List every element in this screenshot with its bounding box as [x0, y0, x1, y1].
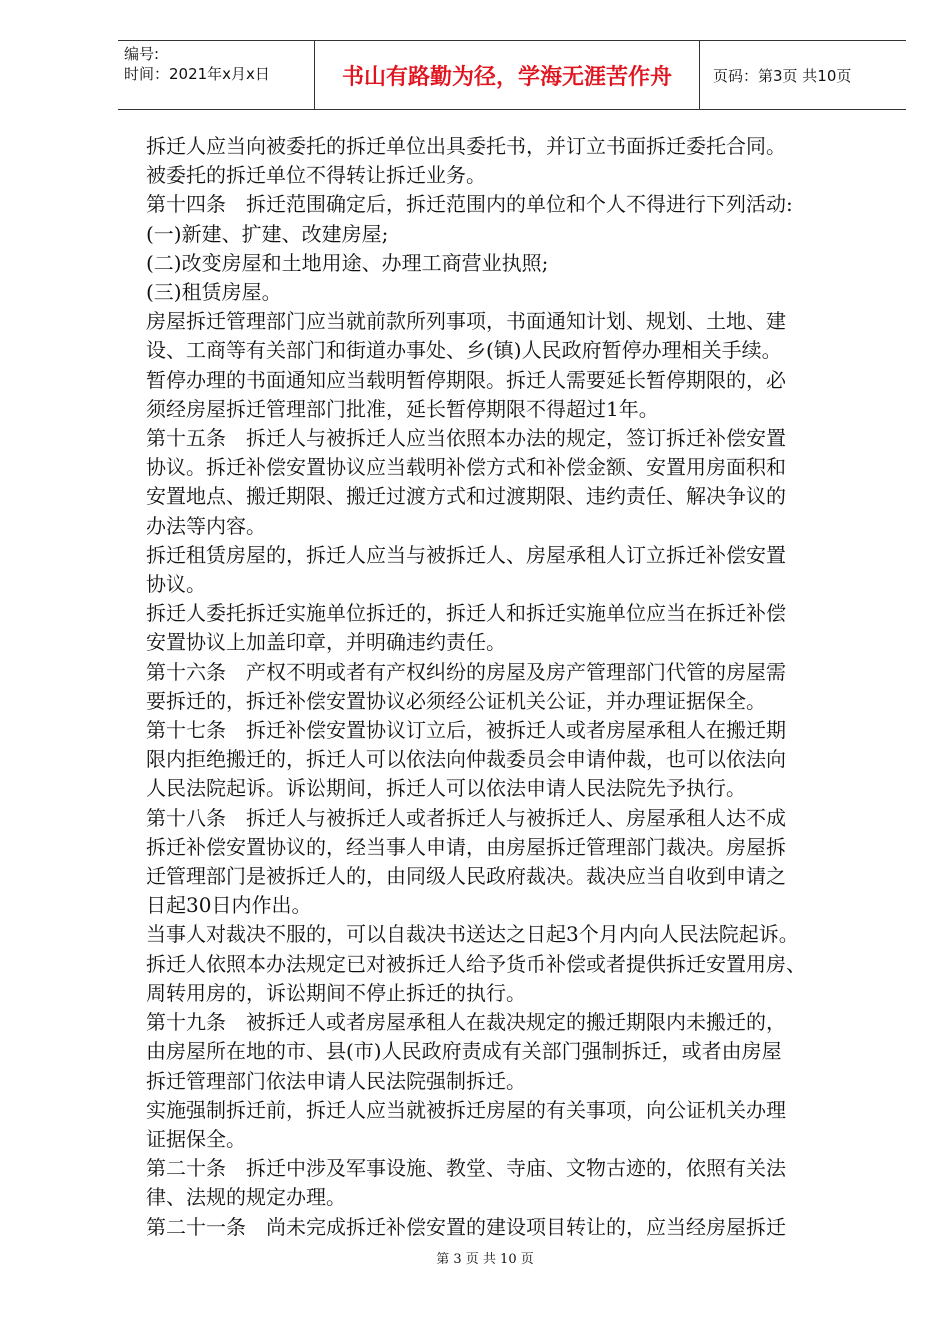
text-line: 拆迁补偿安置协议的，经当事人申请，由房屋拆迁管理部门裁决。房屋拆 [146, 834, 786, 859]
text-line: 限内拒绝搬迁的，拆迁人可以依法向仲裁委员会申请仲裁，也可以依法向 [146, 747, 786, 772]
text-line: 拆迁人应当向被委托的拆迁单位出具委托书，并订立书面拆迁委托合同。 [146, 134, 786, 158]
page-footer: 第 3 页 共 10 页 [436, 1252, 534, 1267]
text-line: 第十八条 拆迁人与被拆迁人或者拆迁人与被拆迁人、房屋承租人达不成 [146, 805, 786, 830]
header-motto: 书山有路勤为径，学海无涯苦作舟 [314, 41, 700, 109]
text-line: 拆迁管理部门依法申请人民法院强制拆迁。 [146, 1068, 526, 1093]
page-header [118, 40, 906, 110]
text-line: (一)新建、扩建、改建房屋; [146, 221, 389, 246]
text-line: 实施强制拆迁前，拆迁人应当就被拆迁房屋的有关事项，向公证机关办理 [146, 1097, 786, 1122]
text-line: 律、法规的规定办理。 [146, 1185, 346, 1210]
header-page-info: 页码：第3页 共10页 [713, 66, 852, 85]
text-line: 证据保全。 [146, 1126, 246, 1151]
text-line: 第十五条 拆迁人与被拆迁人应当依照本办法的规定，签订拆迁补偿安置 [146, 426, 786, 451]
text-line: 由房屋所在地的市、县(市)人民政府责成有关部门强制拆迁，或者由房屋 [146, 1039, 782, 1064]
text-line: 当事人对裁决不服的，可以自裁决书送达之日起3个月内向人民法院起诉。 [146, 922, 799, 947]
text-line: 房屋拆迁管理部门应当就前款所列事项，书面通知计划、规划、土地、建 [146, 309, 786, 334]
text-line: 拆迁人委托拆迁实施单位拆迁的，拆迁人和拆迁实施单位应当在拆迁补偿 [146, 601, 786, 626]
text-line: 拆迁租赁房屋的，拆迁人应当与被拆迁人、房屋承租人订立拆迁补偿安置 [146, 542, 786, 567]
text-line: 被委托的拆迁单位不得转让拆迁业务。 [146, 163, 486, 188]
text-line: 须经房屋拆迁管理部门批准，延长暂停期限不得超过1年。 [146, 396, 659, 421]
number-label: 编号: [124, 45, 160, 63]
text-line: 要拆迁的，拆迁补偿安置协议必须经公证机关公证，并办理证据保全。 [146, 688, 766, 713]
text-line: 暂停办理的书面通知应当载明暂停期限。拆迁人需要延长暂停期限的，必 [146, 367, 786, 392]
header-meta [118, 41, 314, 109]
text-line: 周转用房的，诉讼期间不停止拆迁的执行。 [146, 980, 526, 1005]
text-line: 协议。拆迁补偿安置协议应当载明补偿方式和补偿金额、安置用房面积和 [146, 455, 786, 480]
text-line: 日起30日内作出。 [146, 893, 312, 918]
document-body [146, 132, 866, 1242]
text-line: 迁管理部门是被拆迁人的，由同级人民政府裁决。裁决应当自收到申请之 [146, 864, 786, 889]
text-line: 办法等内容。 [146, 513, 266, 538]
text-line: 第十九条 被拆迁人或者房屋承租人在裁决规定的搬迁期限内未搬迁的， [146, 1010, 786, 1035]
text-line: (二)改变房屋和土地用途、办理工商营业执照; [146, 250, 549, 275]
text-line: (三)租赁房屋。 [146, 280, 282, 305]
text-line: 第二十一条 尚未完成拆迁补偿安置的建设项目转让的，应当经房屋拆迁 [146, 1214, 786, 1239]
text-line: 协议。 [146, 572, 206, 597]
text-line: 人民法院起诉。诉讼期间，拆迁人可以依法申请人民法院先予执行。 [146, 776, 746, 801]
text-line: 第二十条 拆迁中涉及军事设施、教堂、寺庙、文物古迹的，依照有关法 [146, 1156, 786, 1181]
text-line: 第十六条 产权不明或者有产权纠纷的房屋及房产管理部门代管的房屋需 [146, 659, 786, 684]
text-line: 第十四条 拆迁范围确定后，拆迁范围内的单位和个人不得进行下列活动: [146, 192, 793, 217]
text-line: 安置地点、搬迁期限、搬迁过渡方式和过渡期限、违约责任、解决争议的 [146, 484, 786, 509]
time-label: 时间：2021年x月x日 [124, 65, 270, 83]
text-line: 安置协议上加盖印章，并明确违约责任。 [146, 630, 506, 655]
text-line: 设、工商等有关部门和街道办事处、乡(镇)人民政府暂停办理相关手续。 [146, 338, 782, 363]
text-line: 第十七条 拆迁补偿安置协议订立后，被拆迁人或者房屋承租人在搬迁期 [146, 718, 786, 743]
text-line: 拆迁人依照本办法规定已对被拆迁人给予货币补偿或者提供拆迁安置用房、 [146, 951, 806, 976]
